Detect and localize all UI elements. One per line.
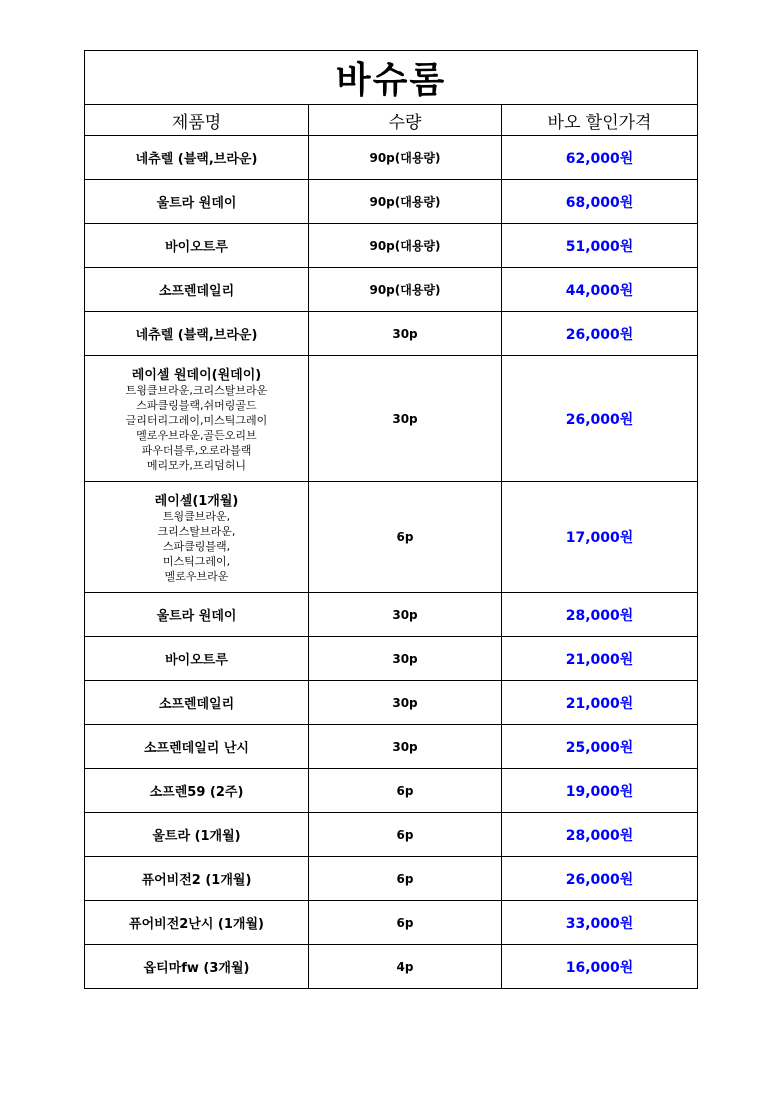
color-option: 멜로우브라운,골든오리브 — [136, 429, 257, 442]
table-row — [85, 769, 698, 813]
product-quantity: 30p — [309, 312, 502, 356]
color-option: 스파클링블랙, — [162, 540, 231, 553]
table-row — [85, 224, 698, 268]
price-table — [84, 50, 698, 989]
table-row — [85, 268, 698, 312]
product-name: 소프렌데일리 — [85, 681, 309, 725]
product-name: 소프렌데일리 난시 — [85, 725, 309, 769]
product-price: 26,000원 — [502, 312, 698, 356]
product-name: 옵티마fw (3개월) — [85, 945, 309, 989]
product-name: 퓨어비전2난시 (1개월) — [85, 901, 309, 945]
color-option: 글리터리그레이,미스틱그레이 — [125, 414, 268, 427]
product-name: 바이오트루 — [85, 224, 309, 268]
header-row — [85, 105, 698, 136]
header-discount-price: 바오 할인가격 — [502, 105, 698, 136]
table-row — [85, 857, 698, 901]
product-name: 울트라 (1개월) — [85, 813, 309, 857]
product-quantity: 30p — [309, 637, 502, 681]
product-quantity: 6p — [309, 769, 502, 813]
product-quantity: 6p — [309, 857, 502, 901]
table-row — [85, 725, 698, 769]
color-option: 미스틱그레이, — [162, 555, 231, 568]
table-row — [85, 813, 698, 857]
table-row — [85, 901, 698, 945]
product-name: 울트라 원데이 — [85, 180, 309, 224]
color-option: 트윙클브라운,크리스탈브라운 — [125, 384, 268, 397]
product-price: 21,000원 — [502, 637, 698, 681]
product-quantity: 6p — [309, 482, 502, 593]
product-price: 33,000원 — [502, 901, 698, 945]
product-price: 68,000원 — [502, 180, 698, 224]
product-name: 레이셀 원데이(원데이) — [131, 368, 262, 383]
table-row — [85, 945, 698, 989]
color-option: 메리모카,프리덤허니 — [146, 459, 247, 472]
product-price: 16,000원 — [502, 945, 698, 989]
product-quantity: 30p — [309, 725, 502, 769]
product-price: 62,000원 — [502, 136, 698, 180]
table-row — [85, 356, 698, 482]
product-name-cell — [85, 356, 309, 482]
product-name: 소프렌데일리 — [85, 268, 309, 312]
product-quantity: 4p — [309, 945, 502, 989]
product-quantity: 30p — [309, 681, 502, 725]
header-quantity: 수량 — [309, 105, 502, 136]
product-quantity: 90p(대용량) — [309, 268, 502, 312]
product-quantity: 90p(대용량) — [309, 180, 502, 224]
product-quantity: 90p(대용량) — [309, 224, 502, 268]
table-row — [85, 637, 698, 681]
product-price: 26,000원 — [502, 857, 698, 901]
color-option: 스파클링블랙,쉬머링골드 — [136, 399, 257, 412]
product-price: 44,000원 — [502, 268, 698, 312]
product-price: 17,000원 — [502, 482, 698, 593]
product-quantity: 6p — [309, 901, 502, 945]
color-option: 파우더블루,오로라블랙 — [141, 444, 252, 457]
product-name: 퓨어비전2 (1개월) — [85, 857, 309, 901]
product-price: 28,000원 — [502, 813, 698, 857]
product-name: 울트라 원데이 — [85, 593, 309, 637]
product-name: 네츄렐 (블랙,브라운) — [85, 136, 309, 180]
table-row — [85, 681, 698, 725]
color-list — [85, 509, 308, 584]
product-price: 25,000원 — [502, 725, 698, 769]
product-price: 19,000원 — [502, 769, 698, 813]
color-option: 멜로우브라운 — [164, 570, 229, 583]
product-price: 26,000원 — [502, 356, 698, 482]
product-price: 21,000원 — [502, 681, 698, 725]
product-price: 28,000원 — [502, 593, 698, 637]
color-option: 크리스탈브라운, — [157, 525, 236, 538]
product-quantity: 30p — [309, 356, 502, 482]
product-name: 레이셀(1개월) — [154, 494, 239, 509]
product-price: 51,000원 — [502, 224, 698, 268]
product-quantity: 30p — [309, 593, 502, 637]
table-row — [85, 593, 698, 637]
header-product-name: 제품명 — [85, 105, 309, 136]
product-quantity: 6p — [309, 813, 502, 857]
product-name: 소프렌59 (2주) — [85, 769, 309, 813]
table-row — [85, 180, 698, 224]
product-name-cell — [85, 482, 309, 593]
color-list — [85, 383, 308, 473]
table-row — [85, 312, 698, 356]
color-option: 트윙클브라운, — [162, 510, 231, 523]
product-quantity: 90p(대용량) — [309, 136, 502, 180]
table-title: 바슈롬 — [85, 51, 698, 105]
product-name: 바이오트루 — [85, 637, 309, 681]
table-row — [85, 482, 698, 593]
product-name: 네츄렐 (블랙,브라운) — [85, 312, 309, 356]
table-row — [85, 136, 698, 180]
